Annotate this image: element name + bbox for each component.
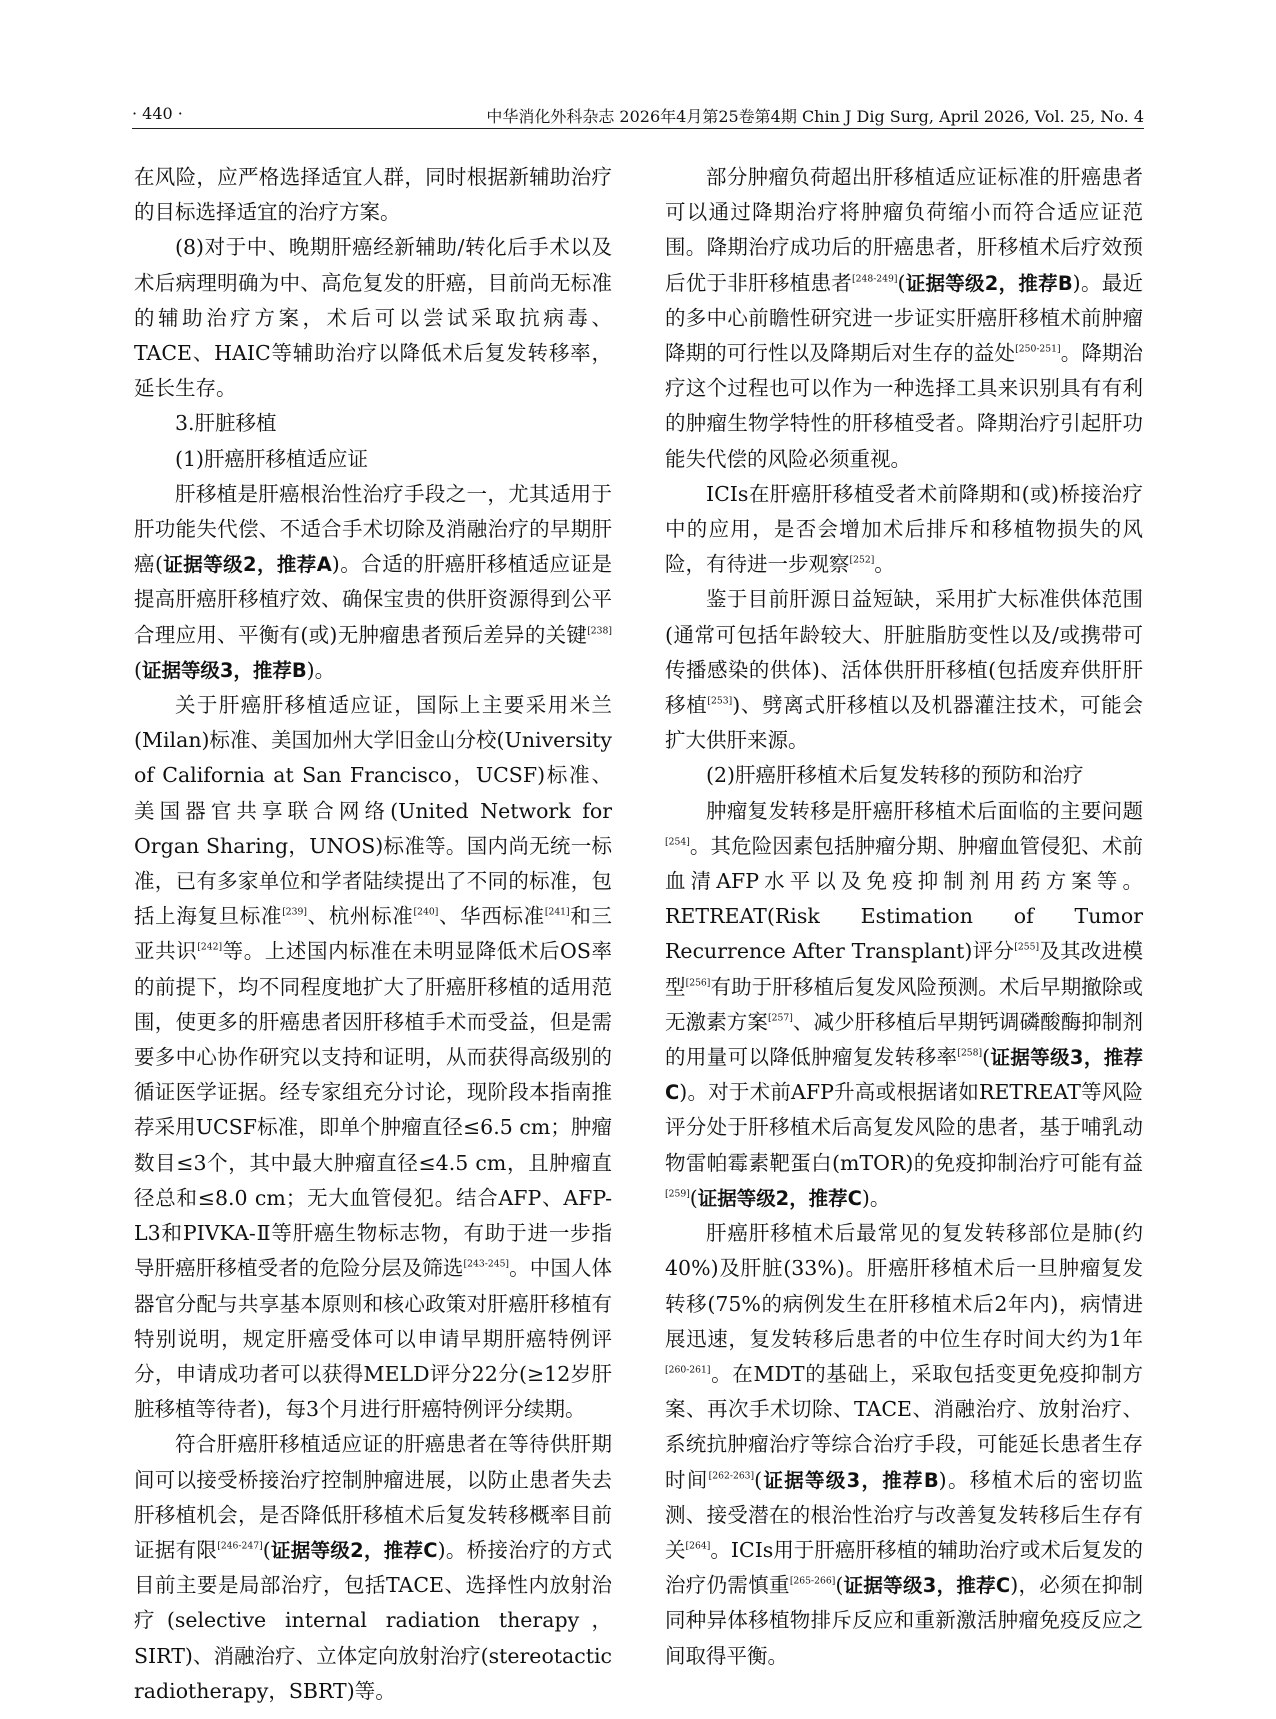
text-run: 。降期治疗这个过程也可以作为一种选择工具来识别具有有利的肿瘤生物学特性的肝移植受者。降期治疗引起肝功能失代偿的风险必须重视。 [665,341,1144,471]
evidence-grade: 证据等级3，推荐B [142,658,307,682]
text-run: ( [754,1467,763,1492]
paragraph [134,1427,612,1709]
citation-ref: [256] [685,977,711,989]
page-number: · 440 · [132,104,183,123]
citation-ref: [257] [768,1012,793,1024]
text-run: 部分肿瘤负荷超出肝移植适应证标准的肝癌患者可以通过降期治疗将肿瘤负荷缩小而符合适应证范围。降期治疗成功后的肝癌患者，肝移植术后疗效预后优于非肝移植患者 [665,165,1143,295]
paragraph [665,477,1143,583]
evidence-grade: 证据等级3，推荐C [665,1046,1144,1105]
citation-ref: [242] [197,942,223,954]
journal-citation: 中华消化外科杂志 2026年4月第25卷第4期 Chin J Dig Surg, April 2026, Vol. 25, No. 4 [486,107,1144,126]
citation-ref: [255] [1014,942,1040,954]
citation-ref: [238] [587,625,612,637]
evidence-grade: 证据等级3，推荐B [762,1468,939,1492]
text-run: 。在MDT的基础上，采取包括变更免疫抑制方案、再次手术切除、TACE、消融治疗、放射治疗、系统抗肿瘤治疗等综合治疗手段，可能延长患者生存时间 [665,1361,1143,1492]
section-heading: 3.肝脏移植 [175,411,277,436]
text-run: 关于肝癌肝移植适应证，国际上主要采用米兰(Milan)标准、美国加州大学旧金山分校(University of California at San Francisco，UCSF)标准、美国器官共享联合网络(United Network for Organ Sharing，UNOS)标准等。国内尚无统一标准，已有多家单位和学者陆续提出了不同的标准，包括上海复旦标准 [134,693,612,929]
citation-ref: [258] [957,1047,983,1059]
citation-ref: [241] [544,906,570,918]
text-run: 。ICIs用于肝癌肝移植的辅助治疗或术后复发的治疗仍需慎重 [665,1537,1144,1598]
text-run: 及其改进模型 [665,939,1143,999]
text-run: )。对于术前AFP升高或根据诸如RETREAT等风险评分处于肝移植术后高复发风险的患者，基于哺乳动物雷帕霉素靶蛋白(mTOR)的免疫抑制治疗可能有益 [665,1080,1143,1175]
right-column [665,160,1143,1674]
paragraph: 在风险，应严格选择适宜人群，同时根据新辅助治疗的目标选择适宜的治疗方案。 [134,165,612,225]
subsection-heading: (2)肝癌肝移植术后复发转移的预防和治疗 [706,763,1084,788]
text-run: ( [835,1573,844,1598]
text-run: 、华西标准 [438,904,545,929]
text-run: ( [689,1185,698,1210]
paragraph: (8)对于中、晚期肝癌经新辅助/转化后手术以及术后病理明确为中、高危复发的肝癌，目前尚无标准的辅助治疗方案，术后可以尝试采取抗病毒、TACE、HAIC等辅助治疗以降低术后复发转移率，延长生存。 [134,235,612,401]
citation-ref: [260-261] [665,1364,711,1376]
citation-ref: [262-263] [708,1470,755,1482]
citation-ref: [259] [665,1188,690,1200]
citation-ref: [243-245] [463,1259,510,1270]
text-run: 等。上述国内标准在未明显降低术后OS率的前提下，均不同程度地扩大了肝癌肝移植的适用范围，使更多的肝癌患者因肝移植手术而受益，但是需要多中心协作研究以支持和证明，从而获得高级别的循证医学证据。经专家组充分讨论，现阶段本指南推荐采用UCSF标准，即单个肿瘤直径≤6.5 cm；肿瘤数目≤3个，其中最大肿瘤直径≤4.5 cm，且肿瘤直径总和≤8.0 cm；无大血管侵犯。结合AFP、AFP-L3和PIVKA-Ⅱ等肝癌生物标志物，有助于进一步指导肝癌肝移植受者的危险分层及筛选 [134,939,612,1281]
text-run: 和三亚共识 [134,904,612,964]
paragraph [665,582,1143,758]
paragraph [665,794,1143,1216]
text-run: )，必须在抑制同种异体移植物排斥反应和重新激活肿瘤免疫反应之间取得平衡。 [665,1573,1144,1668]
text-run: )。 [861,1185,891,1210]
text-run: )。合适的肝癌肝移植适应证是提高肝癌肝移植疗效、确保宝贵的供肝资源得到公平合理应用、平衡有(或)无肿瘤患者预后差异的关键 [134,552,612,647]
paragraph [665,160,1143,477]
text-run: 符合肝癌肝移植适应证的肝癌患者在等待供肝期间可以接受桥接治疗控制肿瘤进展，以防止患者失去肝移植机会，是否降低肝移植术后复发转移概率目前证据有限 [134,1432,612,1562]
left-column [134,160,612,1709]
citation-ref: [248-249] [852,273,898,285]
text-run: ( [897,270,906,295]
citation-ref: [246-247] [217,1540,263,1552]
text-run: 、减少肝移植后早期钙调磷酸酶抑制剂的用量可以降低肿瘤复发转移率 [665,1009,1144,1070]
text-run: )。桥接治疗的方式目前主要是局部治疗，包括TACE、选择性内放射治疗(selective internal radiation therapy，SIRT)、消融治疗、立体定向放射治疗(stereotactic radiotherapy，SBRT)等。 [134,1537,613,1703]
citation-ref: [264] [685,1540,711,1552]
evidence-grade: 证据等级2，推荐B [905,271,1073,295]
evidence-grade: 证据等级2，推荐C [697,1186,862,1210]
citation-ref: [250-251] [1015,343,1061,355]
paragraph [665,1216,1143,1674]
citation-ref: [239] [282,906,307,918]
text-run: 肝移植是肝癌根治性治疗手段之一，尤其适用于肝功能失代偿、不适合手术切除及消融治疗的早期肝癌( [134,481,612,577]
citation-ref: [253] [707,695,733,707]
text-run: ( [134,657,142,682]
evidence-grade: 证据等级2，推荐C [270,1538,438,1562]
text-run: 有助于肝移植后复发风险预测。术后早期撤除或无激素方案 [665,974,1144,1034]
text-run: 、杭州标准 [307,904,414,929]
text-run: ( [982,1045,991,1070]
citation-ref: [240] [413,906,439,918]
text-run: )。移植术后的密切监测、接受潜在的根治性治疗与改善复发转移后生存有关 [665,1467,1144,1562]
text-run: 肝癌肝移植术后最常见的复发转移部位是肺(约40%)及肝脏(33%)。肝癌肝移植术后一旦肿瘤复发转移(75%的病例发生在肝移植术后2年内)，病情进展迅速，复发转移后患者的中位生存时间大约为1年 [665,1221,1143,1351]
text-run: 肿瘤复发转移是肝癌肝移植术后面临的主要问题 [706,798,1143,823]
evidence-grade: 证据等级3，推荐C [843,1574,1011,1598]
text-run: 。 [874,552,895,577]
text-run: )。最近的多中心前瞻性研究进一步证实肝癌肝移植术前肿瘤降期的可行性以及降期后对生存的益处 [665,270,1144,366]
text-run: )。 [306,657,336,682]
text-run: ICIs在肝癌肝移植受者术前降期和(或)桥接治疗中的应用，是否会增加术后排斥和移植物损失的风险，有待进一步观察 [665,481,1143,577]
text-run: 。其危险因素包括肿瘤分期、肿瘤血管侵犯、术前血清AFP水平以及免疫抑制剂用药方案等。RETREAT(Risk Estimation of Tumor Recurrence After Transplant)评分 [665,833,1143,964]
paragraph [134,477,612,688]
running-header [132,96,1144,129]
citation-ref: [252] [849,554,875,566]
citation-ref: [254] [665,836,690,848]
text-run: )、劈离式肝移植以及机器灌注技术，可能会扩大供肝来源。 [665,693,1144,753]
evidence-grade: 证据等级2，推荐A [162,553,332,577]
subsection-heading: (1)肝癌肝移植适应证 [175,446,369,471]
text-run: 鉴于目前肝源日益短缺，采用扩大标准供体范围(通常可包括年龄较大、肝脏脂肪变性以及/或携带可传播感染的供体)、活体供肝肝移植(包括废弃供肝肝移植 [665,587,1143,718]
paragraph [134,688,612,1427]
citation-ref: [265-266] [789,1575,836,1587]
text-run: 。中国人体器官分配与共享基本原则和核心政策对肝癌肝移植有特别说明，规定肝癌受体可以申请早期肝癌特例评分，申请成功者可以获得MELD评分22分(≥12岁肝脏移植等待者)，每3个月进行肝癌特例评分续期。 [134,1256,613,1422]
text-run: ( [262,1537,271,1562]
